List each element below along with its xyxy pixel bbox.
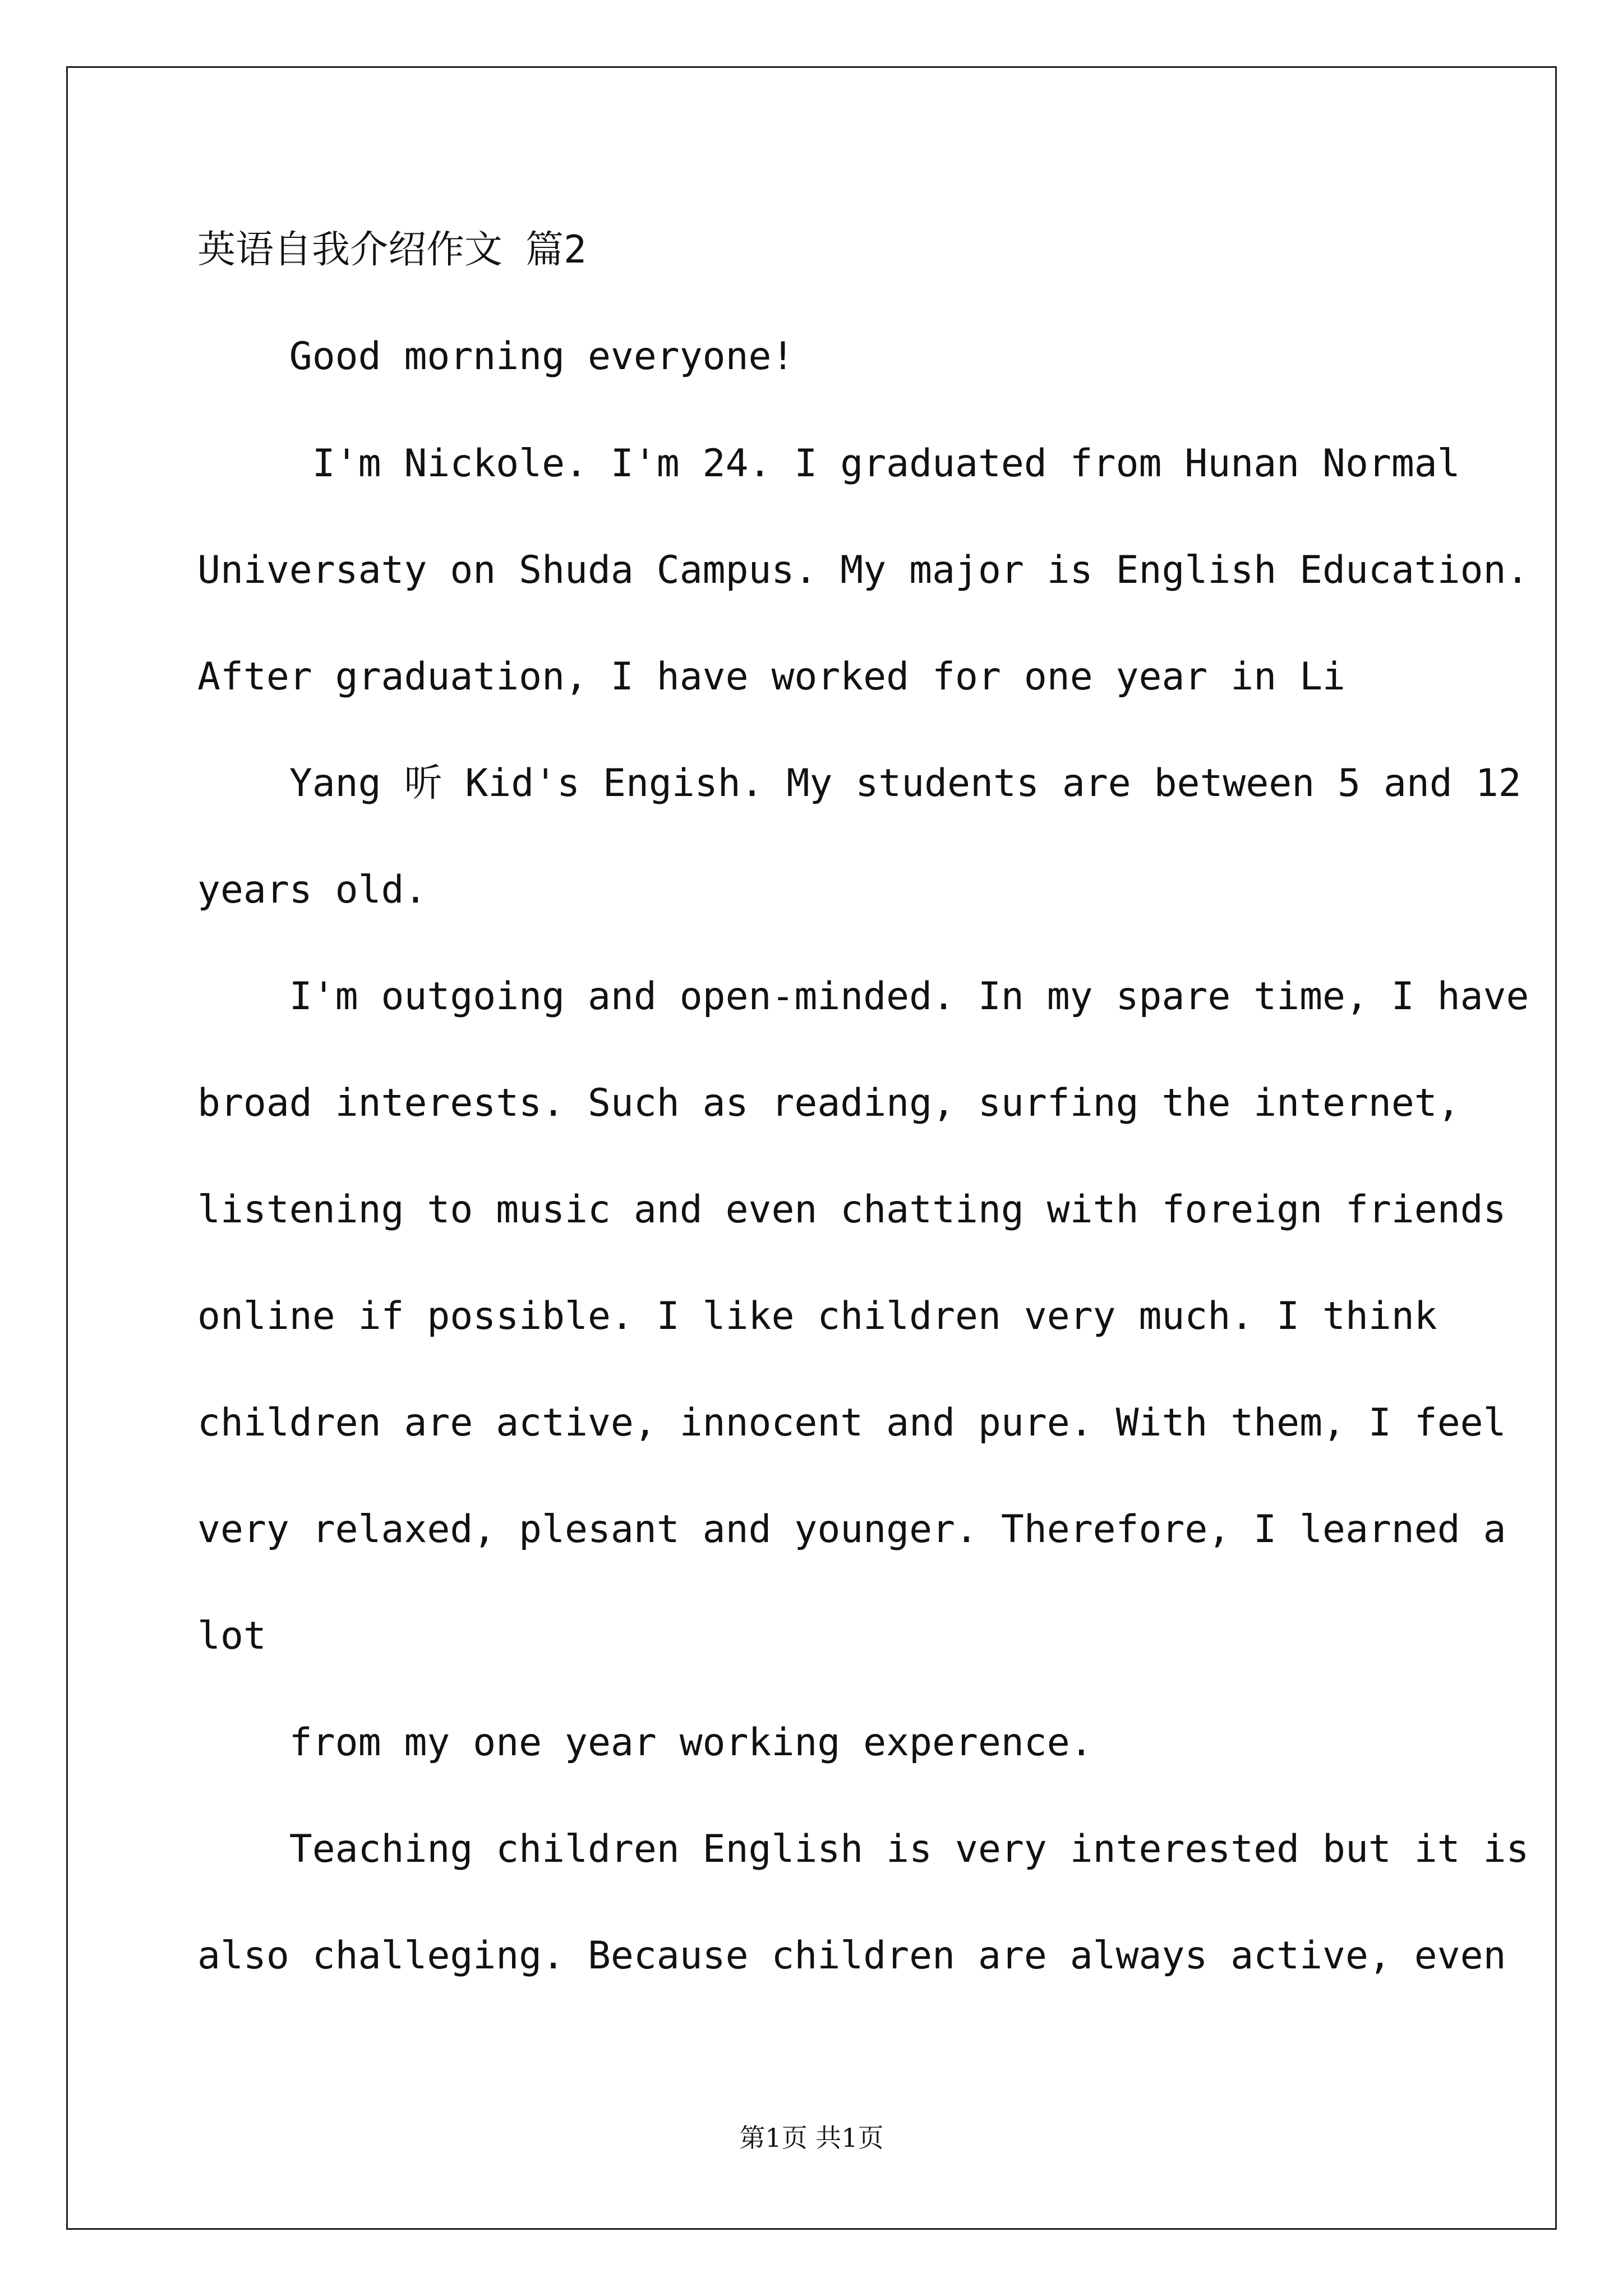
paragraph-line: After graduation, I have worked for one year in Li bbox=[197, 655, 1345, 699]
paragraph-line: years old. bbox=[197, 868, 427, 912]
paragraph-line: online if possible. I like children very much. I think bbox=[197, 1294, 1437, 1338]
paragraph-line: also challeging. Because children are always active, even bbox=[197, 1934, 1506, 1978]
paragraph-line: Good morning everyone! bbox=[197, 334, 795, 379]
page-border bbox=[66, 66, 1557, 2230]
page-number-footer: 第1页 共1页 bbox=[739, 2123, 884, 2153]
paragraph-line: Yang 听 Kid's Engish. My students are between 5 and 12 bbox=[197, 761, 1521, 806]
paragraph-line: from my one year working experence. bbox=[197, 1720, 1093, 1765]
paragraph-line: broad interests. Such as reading, surfing the internet, bbox=[197, 1081, 1460, 1125]
paragraph-line: Teaching children English is very interested but it is bbox=[197, 1827, 1529, 1871]
paragraph-line: I'm outgoing and open-minded. In my spare time, I have bbox=[197, 974, 1529, 1019]
paragraph-line: very relaxed, plesant and younger. Therefore, I learned a bbox=[197, 1507, 1506, 1552]
paragraph-line: Universaty on Shuda Campus. My major is English Education. bbox=[197, 548, 1529, 592]
paragraph-line: lot bbox=[197, 1614, 266, 1658]
paragraph-line: I'm Nickole. I'm 24. I graduated from Hunan Normal bbox=[197, 441, 1460, 486]
paragraph-line: children are active, innocent and pure. With them, I feel bbox=[197, 1401, 1506, 1445]
paragraph-line: listening to music and even chatting with foreign friends bbox=[197, 1188, 1506, 1232]
document-heading: 英语自我介绍作文 篇2 bbox=[197, 228, 587, 272]
